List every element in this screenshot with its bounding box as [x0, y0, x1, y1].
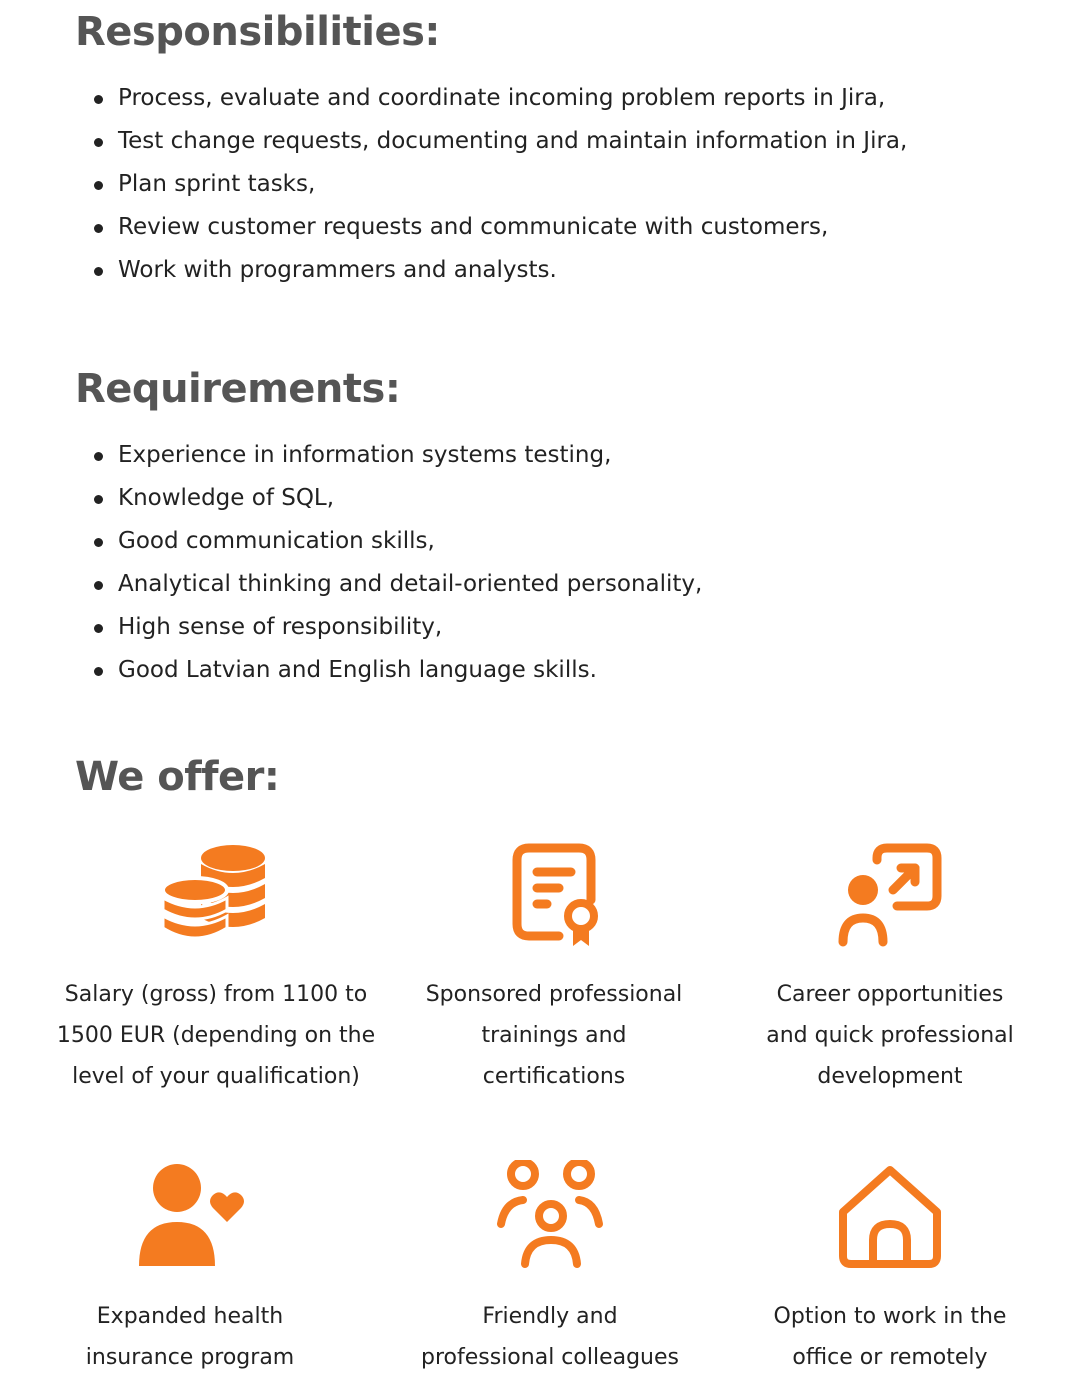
list-item: Test change requests, documenting and maintain information in Jira,: [90, 120, 907, 163]
offer-heading: We offer:: [75, 754, 280, 800]
list-item: Work with programmers and analysts.: [90, 249, 907, 292]
offer-line: level of your qualification): [72, 1064, 360, 1089]
list-item: Review customer requests and communicate with customers,: [90, 206, 907, 249]
requirements-list: [90, 434, 702, 692]
coins-icon: [161, 838, 271, 948]
list-item: Plan sprint tasks,: [90, 163, 907, 206]
offer-line: Option to work in the: [773, 1304, 1007, 1329]
offer-line: and quick professional: [766, 1023, 1014, 1048]
offer-line: Career opportunities: [776, 982, 1004, 1007]
offer-card-remote: [720, 1160, 1060, 1378]
list-item: Knowledge of SQL,: [90, 477, 702, 520]
offer-line: development: [817, 1064, 963, 1089]
list-item: Process, evaluate and coordinate incoming problem reports in Jira,: [90, 77, 907, 120]
offer-line: trainings and: [481, 1023, 627, 1048]
offer-line: certifications: [482, 1064, 626, 1089]
offer-line: Sponsored professional: [425, 982, 683, 1007]
offer-line: 1500 EUR (depending on the: [56, 1023, 376, 1048]
requirements-heading: Requirements:: [75, 366, 401, 412]
health-heart-person-icon: [135, 1160, 245, 1270]
offer-card-health: [20, 1160, 360, 1378]
list-item: Good communication skills,: [90, 520, 702, 563]
offer-card-trainings: [384, 838, 724, 1097]
offer-line: Expanded health: [96, 1304, 284, 1329]
certificate-icon: [499, 838, 609, 948]
list-item: Experience in information systems testing,: [90, 434, 702, 477]
responsibilities-heading: Responsibilities:: [75, 9, 440, 55]
home-icon: [835, 1160, 945, 1270]
list-item: High sense of responsibility,: [90, 606, 702, 649]
career-growth-icon: [835, 838, 945, 948]
offer-line: Salary (gross) from 1100 to: [64, 982, 368, 1007]
offer-line: office or remotely: [792, 1345, 988, 1370]
offer-line: Friendly and: [482, 1304, 618, 1329]
team-icon: [495, 1160, 605, 1270]
offer-line: professional colleagues: [421, 1345, 679, 1370]
offer-card-career: [720, 838, 1060, 1097]
responsibilities-list: [90, 77, 907, 292]
offer-card-colleagues: [380, 1160, 720, 1378]
list-item: Analytical thinking and detail-oriented personality,: [90, 563, 702, 606]
list-item: Good Latvian and English language skills.: [90, 649, 702, 692]
offer-card-salary: [46, 838, 386, 1097]
offer-line: insurance program: [85, 1345, 295, 1370]
